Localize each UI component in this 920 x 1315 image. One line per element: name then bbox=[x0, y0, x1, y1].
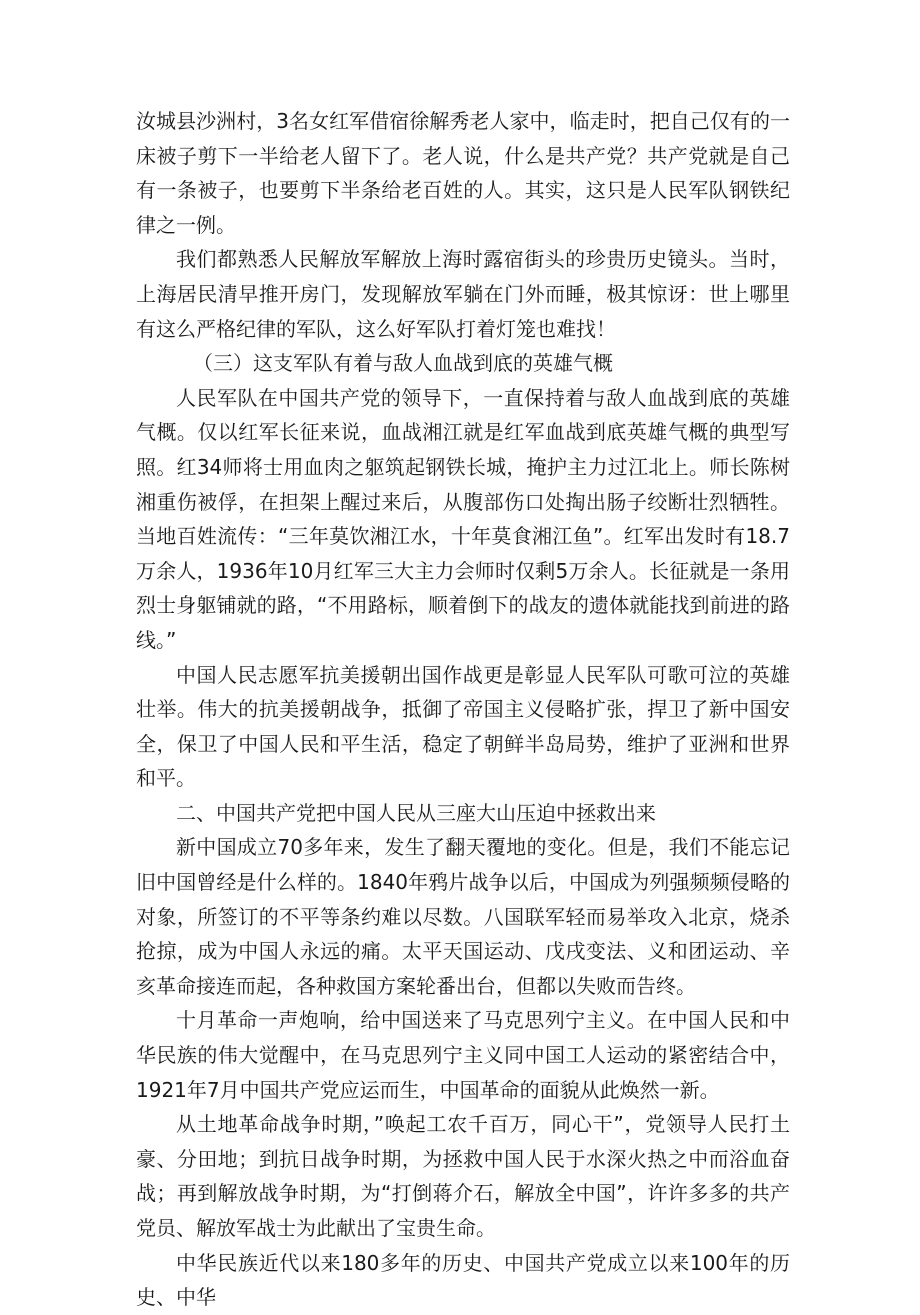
paragraph-shanghai-liberation: 我们都熟悉人民解放军解放上海时露宿街头的珍贵历史镜头。当时，上海居民清早推开房门，发现解放军躺在门外而睡，极其惊讶：世上哪里有这么严格纪律的军队，这么好军队打着灯笼也难找！ bbox=[136, 247, 790, 341]
document-body bbox=[136, 104, 790, 1315]
paragraph-revolutionary-wars: 从土地革命战争时期，”唤起工农千百万，同心干”，党领导人民打土豪、分田地；到抗日战争时期，为拯救中国人民于水深火热之中而浴血奋战；再到解放战争时期，为“打倒蒋介石，解放全中国”，许许多多的共产党员、解放军战士为此献出了宝贵生命。 bbox=[136, 1112, 790, 1240]
paragraph-october-revolution: 十月革命一声炮响，给中国送来了马克思列宁主义。在中国人民和中华民族的伟大觉醒中，在马克思列宁主义同中国工人运动的紧密结合中，1921年7月中国共产党应运而生，中国革命的面貌从此焕然一新。 bbox=[136, 1008, 790, 1102]
paragraph-shazhou-village: 汝城县沙洲村，3名女红军借宿徐解秀老人家中，临走时，把自己仅有的一床被子剪下一半给老人留下了。老人说，什么是共产党？共产党就是自己有一条被子，也要剪下半条给老百姓的人。其实，这只是人民军队钢铁纪律之一例。 bbox=[136, 109, 790, 237]
paragraph-history-summary: 中华民族近代以来180多年的历史、中国共产党成立以来100年的历史、中华 bbox=[136, 1250, 790, 1310]
section-heading-three-mountains: 二、中国共产党把中国人民从三座大山压迫中拯救出来 bbox=[176, 800, 656, 825]
section-heading-heroic-spirit: （三）这支军队有着与敌人血战到底的英雄气概 bbox=[193, 351, 613, 376]
paragraph-old-china: 新中国成立70多年来，发生了翻天覆地的变化。但是，我们不能忘记旧中国曾经是什么样的。1840年鸦片战争以后，中国成为列强频频侵略的对象，所签订的不平等条约难以尽数。八国联军轻而易举攻入北京，烧杀抢掠，成为中国人永远的痛。太平天国运动、戊戌变法、义和团运动、辛亥革命接连而起，各种救国方案轮番出台，但都以失败而告终。 bbox=[136, 835, 790, 998]
paragraph-long-march: 人民军队在中国共产党的领导下，一直保持着与敌人血战到底的英雄气概。仅以红军长征来说，血战湘江就是红军血战到底英雄气概的典型写照。红34师将士用血肉之躯筑起钢铁长城，掩护主力过江北上。师长陈树湘重伤被俘，在担架上醒过来后，从腹部伤口处掏出肠子绞断壮烈牺牲。当地百姓流传：“三年莫饮湘江水，十年莫食湘江鱼”。红军出发时有18.7万余人，1936年10月红军三大主力会师时仅剩5万余人。长征就是一条用烈士身躯铺就的路，“不用路标，顺着倒下的战友的遗体就能找到前进的路线。” bbox=[136, 385, 790, 652]
paragraph-korean-war: 中国人民志愿军抗美援朝出国作战更是彰显人民军队可歌可泣的英雄壮举。伟大的抗美援朝战争，抵御了帝国主义侵略扩张，捍卫了新中国安全，保卫了中国人民和平生活，稳定了朝鲜半岛局势，维护了亚洲和世界和平。 bbox=[136, 662, 790, 791]
